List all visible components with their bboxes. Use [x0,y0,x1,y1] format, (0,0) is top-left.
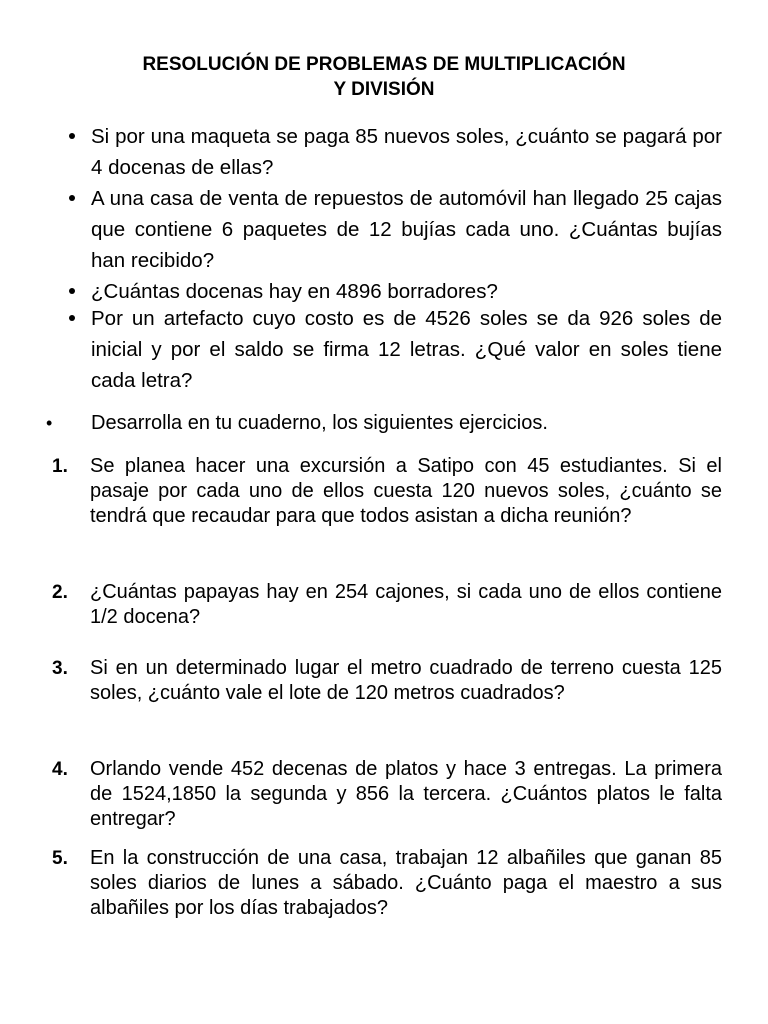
exercise-item [52,757,722,832]
exercise-number: 4. [52,759,68,780]
exercise-text: En la construcción de una casa, trabajan 12 albañiles que ganan 85 soles diarios de lunes a sábado. ¿Cuánto paga el maestro a sus albañiles por los días trabajados? [90,847,722,919]
problem-bullet-item [66,121,722,183]
exercise-item [52,846,722,921]
problem-text: A una casa de venta de repuestos de automóvil han llegado 25 cajas que contiene 6 paquetes de 12 bujías cada uno. ¿Cuántas bujías han recibido? [91,187,722,272]
exercise-text: Se planea hacer una excursión a Satipo con 45 estudiantes. Si el pasaje por cada uno de ellos cuesta 120 nuevos soles, ¿cuánto se tendrá que recaudar para que todos asistan a dicha reunión? [90,455,722,527]
exercise-number: 2. [52,582,68,603]
problem-text: Si por una maqueta se paga 85 nuevos soles, ¿cuánto se pagará por 4 docenas de ellas? [91,125,722,179]
page-title-line-2: Y DIVISIÓN [333,79,435,100]
exercise-text: ¿Cuántas papayas hay en 254 cajones, si cada uno de ellos contiene 1/2 docena? [90,581,722,628]
exercise-text: Orlando vende 452 decenas de platos y hace 3 entregas. La primera de 1524,1850 la segunda y 856 la tercera. ¿Cuántos platos le falta entregar? [90,758,722,830]
exercise-number: 1. [52,456,68,477]
instruction-bullet: • [46,413,53,433]
page-title-line-1: RESOLUCIÓN DE PROBLEMAS DE MULTIPLICACIÓN [142,54,626,75]
problem-bullet-item [66,183,722,276]
instruction-text: Desarrolla en tu cuaderno, los siguientes ejercicios. [91,412,548,434]
exercise-item [52,580,722,630]
bullet-dot-icon [69,133,75,139]
bullet-dot-icon [69,195,75,201]
exercise-number: 5. [52,848,68,869]
problem-bullet-item [66,303,722,396]
exercise-text: Si en un determinado lugar el metro cuadrado de terreno cuesta 125 soles, ¿cuánto vale el lote de 120 metros cuadrados? [90,657,722,704]
problem-text: ¿Cuántas docenas hay en 4896 borradores? [91,280,498,303]
bullet-dot-icon [69,315,75,321]
instruction-line [42,409,722,437]
bullet-dot-icon [69,288,75,294]
problem-text: Por un artefacto cuyo costo es de 4526 soles se da 926 soles de inicial y por el saldo se firma 12 letras. ¿Qué valor en soles tiene cada letra? [91,307,722,392]
exercise-item [52,454,722,529]
exercise-item [52,656,722,706]
exercise-number: 3. [52,658,68,679]
